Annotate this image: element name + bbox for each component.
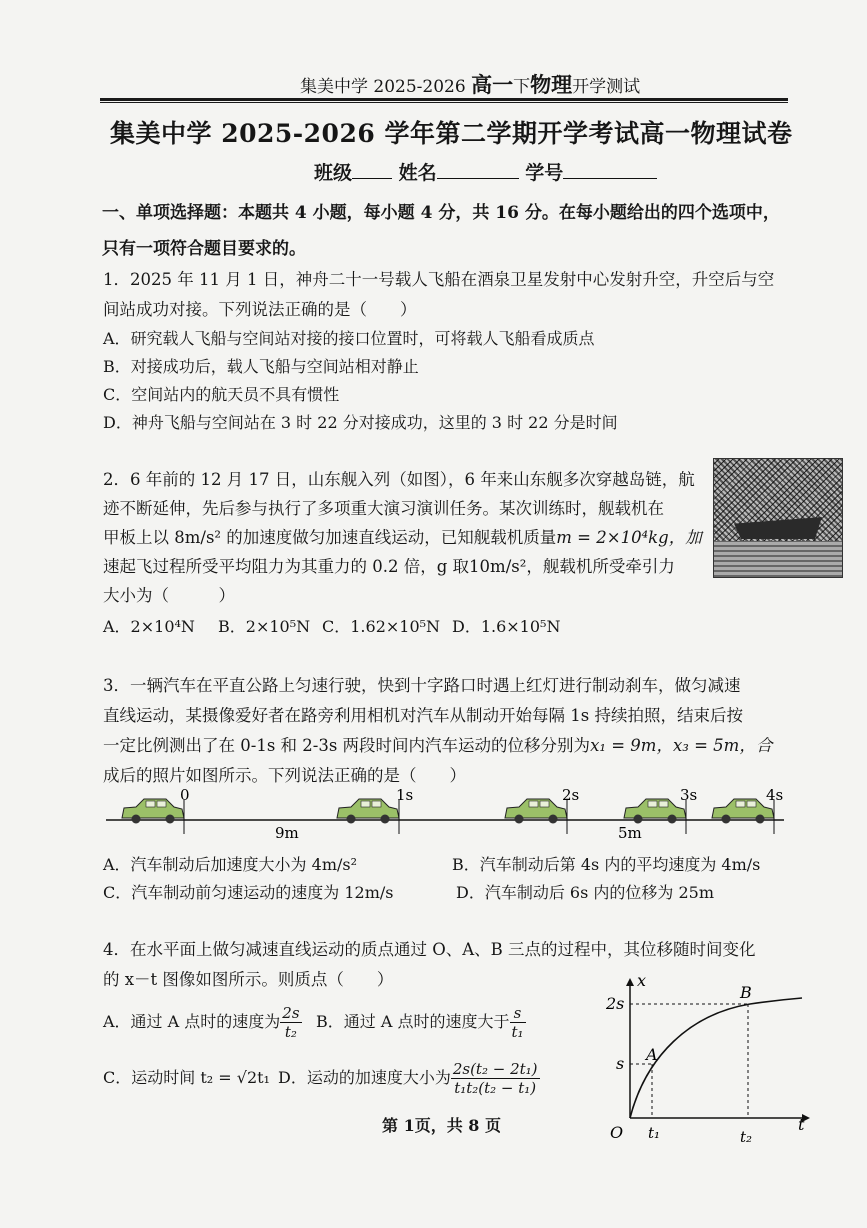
q3-stem: 3．一辆汽车在平直公路上匀速行驶，快到十字路口时遇上红灯进行制动刹车，做匀减速 [103,676,741,695]
q3-stem-3a: 一定比例测出了在 0-1s 和 2-3s 两段时间内汽车运动的位移分别为 [103,736,591,755]
q3-option-d[interactable]: D．汽车制动后 6s 内的位移为 25m [456,883,715,902]
q4-option-d-fraction [451,1060,540,1097]
distance-label: 5m [618,824,642,842]
q2-stem-2: 迹不断延伸，先后参与执行了多项重大演习演训任务。某次训练时，舰载机在 [103,499,664,518]
q2-option-c[interactable]: C．1.62×10⁵N [322,617,441,636]
fraction-denominator: t₂ [284,1023,297,1041]
header-rule-thin [100,102,788,103]
section-heading: 一、单项选择题：本题共 4 小题，每小题 4 分，共 16 分。在每小题给出的四个选项中， [102,203,780,223]
q3-stem-3 [103,732,772,756]
q3-stem-4: 成后的照片如图所示。下列说法正确的是（ ） [103,766,466,785]
page-footer: 第 1页，共 8 页 [382,1116,501,1135]
q2-stem-3 [103,524,702,548]
q2-mass: m = 2×10⁴kg，加 [556,528,702,547]
q2-option-d[interactable]: D．1.6×10⁵N [452,617,561,636]
header-years: 2025-2026 [373,77,466,97]
q3-option-a[interactable]: A．汽车制动后加速度大小为 4m/s² [103,855,358,874]
q4-option-a-fraction [280,1004,301,1041]
q4-option-c[interactable]: C．运动时间 t₂ = √2t₁ [103,1068,270,1087]
q2-gravity: 10m/s²，舰载机所受牵引力 [469,557,675,576]
q1-option-c[interactable]: C．空间站内的航天员不具有惯性 [103,385,340,404]
x-axis-arrow [626,978,634,986]
q2-stem-4 [103,553,675,577]
q1-stem: 1．2025 年 11 月 1 日，神舟二十一号载人飞船在酒泉卫星发射中心发射升空，升空后与空 [103,270,775,289]
aircraft-carrier-photo [713,458,843,578]
time-label: 2s [562,786,580,804]
x-tick-t1: t₁ [648,1124,661,1142]
q4-option-b[interactable] [316,1002,526,1042]
y-tick-2s: 2s [606,994,625,1013]
fraction-numerator: s [510,1004,526,1023]
q4-option-d[interactable] [278,1058,540,1098]
class-field[interactable] [352,160,392,179]
q2-stem: 2．6 年前的 12 月 17 日，山东舰入列（如图），6 年来山东舰多次穿越岛链，航 [103,470,695,489]
q2-option-b[interactable]: B．2×10⁵N [218,617,311,636]
q2-stem-3a: 甲板上以 8m/s² 的加速度做匀加速直线运动，已知舰载机质量 [103,528,557,547]
q4-option-a[interactable] [103,1002,302,1042]
ship-silhouette [734,517,822,539]
q1-option-d[interactable]: D．神舟飞船与空间站在 3 时 22 分对接成功，这里的 3 时 22 分是时间 [103,413,618,432]
q4-option-b-text: B．通过 A 点时的速度大于 [316,1012,510,1031]
y-tick-s: s [616,1054,625,1073]
q3-displacements: x₁ = 9m，x₃ = 5m，合 [590,736,773,755]
id-field[interactable] [563,160,657,179]
q4-stem-2: 的 x－t 图像如图所示。则质点（ ） [103,970,394,989]
fraction-numerator: 2s [282,1004,300,1022]
header-suffix: 开学测试 [572,77,641,97]
q1-stem-cont: 间站成功对接。下列说法正确的是（ ） [103,300,417,319]
time-label: 4s [766,786,784,804]
point-a-label: A [646,1045,658,1064]
q3-option-c[interactable]: C．汽车制动前匀速运动的速度为 12m/s [103,883,394,902]
q4-stem: 4．在水平面上做匀减速直线运动的质点通过 O、A、B 三点的过程中，其位移随时间变化 [103,940,756,959]
q2-stem-5: 大小为（ ） [103,586,235,605]
q1-option-a[interactable]: A．研究载人飞船与空间站对接的接口位置时，可将载人飞船看成质点 [103,329,595,348]
student-info [314,158,657,185]
name-field[interactable] [437,160,519,179]
header-rule [100,98,788,101]
q2-option-a[interactable]: A．2×10⁴N [103,617,195,636]
fraction-denominator: t₁t₂(t₂ − t₁) [454,1079,537,1097]
name-label: 姓名 [398,162,437,184]
t-axis-label: t [798,1115,805,1134]
x-t-graph [590,966,815,1152]
sea-texture [714,541,842,577]
section-heading-cont: 只有一项符合题目要求的。 [102,239,306,259]
q1-option-b[interactable]: B．对接成功后，载人飞船与空间站相对静止 [103,357,419,376]
point-b-label: B [740,983,752,1002]
origin-label: O [610,1123,624,1142]
header-grade: 高一 [471,72,514,97]
time-label: 3s [680,786,698,804]
fraction-denominator: t₁ [511,1023,524,1041]
time-label: 1s [396,786,414,804]
header-term: 下 [513,77,531,97]
q2-stem-4a: 速起飞过程所受平均阻力为其重力的 0.2 倍，g 取 [103,557,470,576]
distance-label: 9m [275,824,299,842]
q3-option-b[interactable]: B．汽车制动后第 4s 内的平均速度为 4m/s [452,855,761,874]
class-label: 班级 [314,162,353,184]
x-tick-t2: t₂ [740,1128,753,1146]
id-label: 学号 [525,162,564,184]
q4-option-a-text: A．通过 A 点时的速度为 [103,1012,281,1031]
header-subject: 物理 [530,72,573,97]
header-school: 集美中学 [300,77,368,97]
q4-option-b-fraction [510,1004,526,1041]
car-motion-figure [100,786,790,842]
q4-option-d-text: D．运动的加速度大小为 [278,1068,451,1087]
q3-stem-2: 直线运动，某摄像爱好者在路旁利用相机对汽车从制动开始每隔 1s 持续拍照，结束后按 [103,706,743,725]
exam-title: 集美中学 2025-2026 学年第二学期开学考试高一物理试卷 [110,119,793,148]
x-axis-label: x [637,971,647,990]
time-label: 0 [180,786,190,804]
fraction-numerator: 2s(t₂ − 2t₁) [452,1060,538,1078]
page-header [300,69,640,99]
